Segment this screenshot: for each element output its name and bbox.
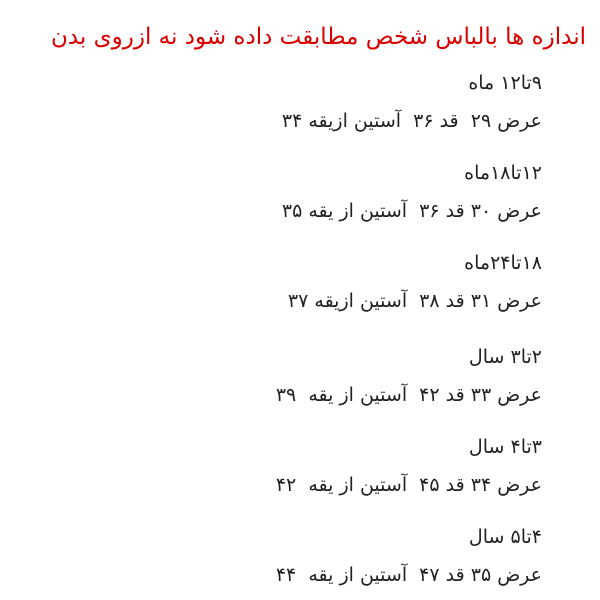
- age-range-label: ۱۸تا۲۴ماه: [464, 252, 542, 274]
- measurements-text: عرض ۳۰ قد ۳۶ آستین از یقه ۳۵: [281, 200, 542, 222]
- age-range-label: ۳تا۴ سال: [468, 436, 542, 458]
- age-range-label: ۴تا۵ سال: [468, 526, 542, 548]
- measurements-text: عرض ۳۵ قد ۴۷ آستین از یقه ۴۴: [275, 564, 542, 586]
- size-entry-2-3-years: [22, 338, 542, 428]
- measurements-text: عرض ۳۳ قد ۴۲ آستین از یقه ۳۹: [275, 384, 542, 406]
- size-entry-3-4-years: [22, 428, 542, 518]
- age-range-label: ۱۲تا۱۸ماه: [464, 162, 542, 184]
- size-list: [22, 64, 542, 600]
- age-range-label: ۹تا۱۲ ماه: [468, 72, 542, 94]
- age-range-label: ۲تا۳ سال: [468, 346, 542, 368]
- measurements-text: عرض ۳۴ قد ۴۵ آستین از یقه ۴۲: [275, 474, 542, 496]
- size-entry-12-18-months: [22, 154, 542, 244]
- size-entry-18-24-months: [22, 244, 542, 334]
- measurements-text: عرض ۲۹ قد ۳۶ آستین ازیقه ۳۴: [281, 110, 542, 132]
- page-title: اندازه ها بالباس شخص مطابقت داده شود نه ازروی بدن: [50, 24, 586, 50]
- size-entry-9-12-months: [22, 64, 542, 154]
- size-entry-4-5-years: [22, 518, 542, 600]
- measurements-text: عرض ۳۱ قد ۳۸ آستین ازیقه ۳۷: [287, 290, 542, 312]
